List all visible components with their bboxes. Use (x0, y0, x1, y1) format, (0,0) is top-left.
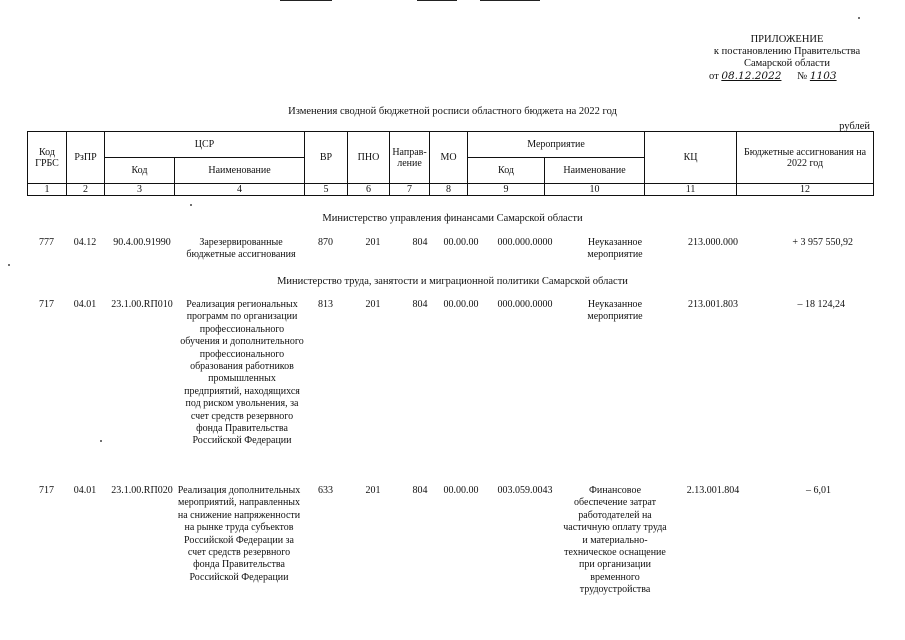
cell-mer-kod: 000.000.0000 (497, 299, 553, 310)
cell-grbs: 777 (39, 237, 54, 248)
cell-pno: 201 (365, 485, 381, 496)
scan-speck (190, 204, 192, 206)
header-csr-name: Наименование (175, 158, 305, 184)
unit-label: рублей (839, 121, 870, 132)
col-number: 8 (430, 184, 468, 196)
appendix-stamp (707, 34, 867, 83)
section-title: Министерство труда, занятости и миграционной политики Самарской области (277, 276, 628, 287)
scan-edge-mark (417, 0, 457, 1)
cell-pno: 201 (365, 299, 381, 310)
col-number: 4 (175, 184, 305, 196)
appendix-date-line (709, 70, 867, 83)
header-mo: МО (430, 132, 468, 184)
header-budget: Бюджетные ассигнования на 2022 год (737, 132, 874, 184)
cell-mo: 00.00.00 (443, 237, 479, 248)
cell-csr-kod: 23.1.00.RП010 (111, 299, 173, 310)
col-number: 3 (105, 184, 175, 196)
cell-csr-name: Реализация дополнительных мероприятий, направленных на снижение напряженности на рынке труда субъектов Российской Федерации за счет средств резервного фонда Правительства Российской Федерации (177, 485, 301, 583)
cell-amount: – 18 124,24 (797, 299, 845, 310)
cell-csr-kod: 23.1.00.RП020 (111, 485, 173, 496)
cell-csr-name: Зарезервированные бюджетные ассигнования (186, 237, 296, 261)
cell-csr-kod: 90.4.00.91990 (113, 237, 171, 248)
col-number: 10 (545, 184, 645, 196)
cell-amount: + 3 957 550,92 (792, 237, 853, 248)
header-mer-kod: Код (468, 158, 545, 184)
date-value: 08.12.2022 (721, 70, 782, 82)
cell-pno: 201 (365, 237, 381, 248)
scan-edge-mark (480, 0, 540, 1)
header-kc: КЦ (645, 132, 737, 184)
section-title: Министерство управления финансами Самарской области (322, 213, 583, 224)
cell-rzpr: 04.12 (73, 237, 97, 248)
scan-speck (858, 17, 860, 19)
cell-kc: 2.13.001.804 (686, 485, 740, 496)
number-value: 1103 (809, 70, 837, 82)
cell-napr: 804 (412, 485, 428, 496)
cell-amount: – 6,01 (806, 485, 831, 496)
header-csr: ЦСР (105, 132, 305, 158)
cell-mer-name: Финансовое обеспечение затрат работодателей на частичную оплату труда и материально-техническое оснащение при организации временного трудоустройства (563, 485, 667, 596)
scan-edge-mark (280, 0, 332, 1)
date-prefix: от (709, 71, 719, 82)
header-csr-kod: Код (105, 158, 175, 184)
cell-kc: 213.001.803 (688, 299, 738, 310)
cell-grbs: 717 (39, 485, 54, 496)
header-table (27, 131, 874, 196)
number-prefix: № (797, 71, 808, 82)
cell-mo: 00.00.00 (443, 299, 479, 310)
cell-mer-kod: 003.059.0043 (497, 485, 553, 496)
appendix-line2: Самарской области (744, 58, 830, 69)
col-number: 9 (468, 184, 545, 196)
appendix-title: ПРИЛОЖЕНИЕ (750, 34, 824, 45)
cell-napr: 804 (412, 299, 428, 310)
cell-napr: 804 (412, 237, 428, 248)
cell-vr: 813 (318, 299, 333, 310)
header-vr: ВР (305, 132, 348, 184)
col-number: 2 (67, 184, 105, 196)
cell-mer-name: Неуказанное мероприятие (587, 237, 643, 261)
cell-vr: 870 (318, 237, 333, 248)
col-number: 5 (305, 184, 348, 196)
header-rzpr: РзПР (67, 132, 105, 184)
cell-rzpr: 04.01 (73, 485, 97, 496)
col-number: 12 (737, 184, 874, 196)
scan-speck (100, 440, 102, 442)
cell-kc: 213.000.000 (688, 237, 738, 248)
col-number: 6 (348, 184, 390, 196)
document-title: Изменения сводной бюджетной росписи областного бюджета на 2022 год (288, 106, 617, 117)
cell-mer-kod: 000.000.0000 (497, 237, 553, 248)
scan-speck (8, 264, 10, 266)
cell-mer-name: Неуказанное мероприятие (587, 299, 643, 323)
col-number: 11 (645, 184, 737, 196)
col-number: 7 (390, 184, 430, 196)
header-meropriyatie: Мероприятие (468, 132, 645, 158)
cell-rzpr: 04.01 (73, 299, 97, 310)
header-mer-name: Наименование (545, 158, 645, 184)
cell-mo: 00.00.00 (443, 485, 479, 496)
appendix-line1: к постановлению Правительства (713, 46, 861, 57)
header-kod-grbs: Код ГРБС (28, 132, 67, 184)
col-number: 1 (28, 184, 67, 196)
cell-vr: 633 (318, 485, 333, 496)
cell-csr-name: Реализация региональных программ по организации профессионального обучения и дополнительного профессионального образования работников промышленных предприятий, находящихся под риском увольнения, за счет средств резервного фонда Правительства Российской Федерации (180, 299, 304, 447)
header-napravlenie: Направ-ление (390, 132, 430, 184)
header-pno: ПНО (348, 132, 390, 184)
cell-grbs: 717 (39, 299, 54, 310)
